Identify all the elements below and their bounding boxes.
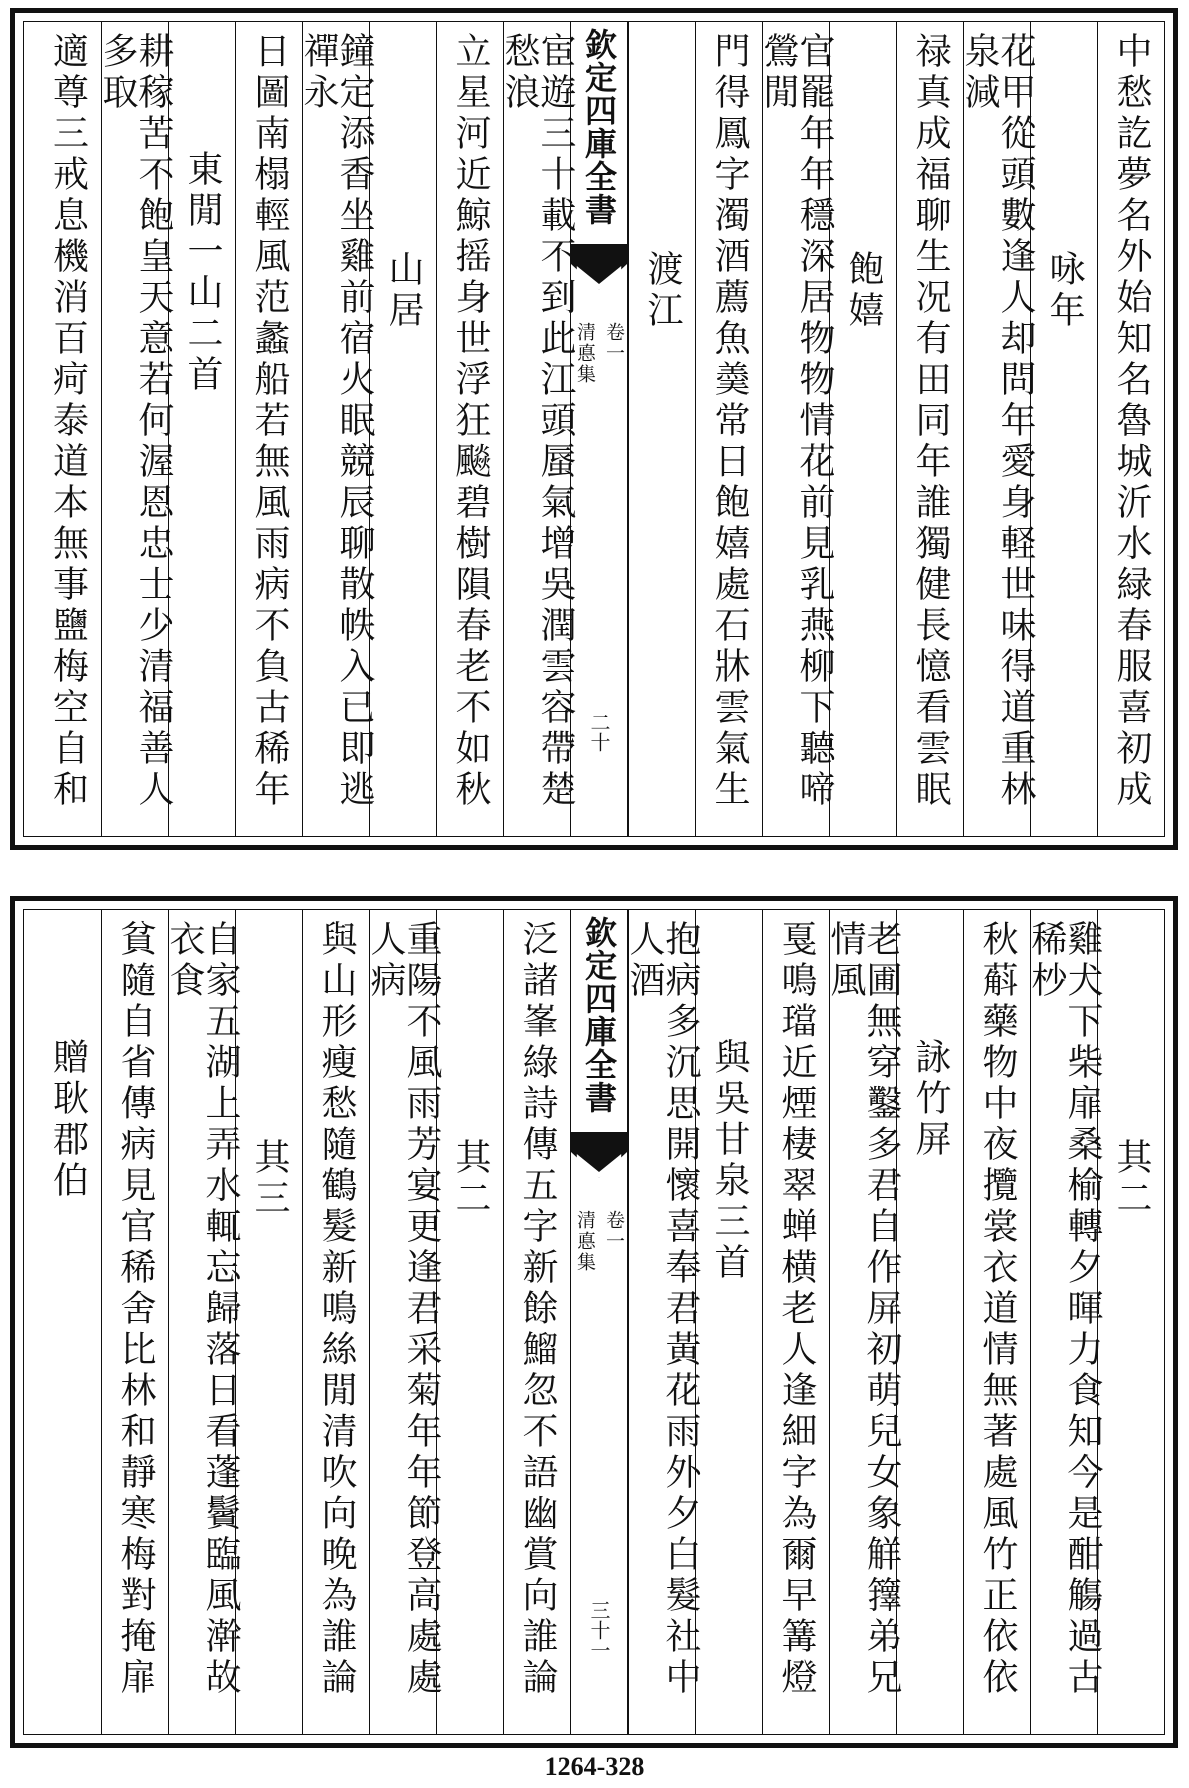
column-text: 其二 — [1111, 1138, 1152, 1220]
text-column — [896, 22, 963, 836]
page-number: 1264-328 — [544, 1752, 645, 1781]
column-text: 適尊三戒息機消百疴泰道本無事鹽梅空自和 — [47, 32, 89, 811]
text-column — [164, 910, 241, 1734]
text-column — [829, 22, 896, 836]
text-column — [963, 910, 1030, 1734]
column-text: 自家五湖上弄水輒忘歸落日看蓬鬢臨風澣故衣食 — [164, 920, 241, 1699]
column-text: 老圃無穿鑿多君自作屏初萌兒女象觧籜弟兄情風 — [825, 920, 902, 1699]
text-column — [235, 910, 302, 1734]
column-text: 雞犬下柴扉桑榆轉夕暉力食知今是酣觴過古稀杪 — [1026, 920, 1103, 1699]
text-column — [34, 22, 101, 836]
text-column — [695, 910, 762, 1734]
column-text: 日圖南榻輕風范蠡船若無風雨病不負古稀年 — [249, 32, 290, 811]
text-column — [369, 22, 436, 836]
column-text: 門得鳳字濁酒薦魚羮常日飽嬉處石牀雲氣生 — [709, 32, 750, 811]
library-title: 欽定四庫全書 — [580, 916, 618, 1114]
column-text: 宦遊三十載不到此江頭蜃氣增吳潤雲容帶楚愁浪 — [499, 32, 576, 811]
text-column — [628, 22, 695, 836]
text-column — [365, 910, 442, 1734]
column-text: 抱病多沉思開懷喜奉君黃花雨外夕白髮社中人酒 — [624, 920, 701, 1699]
column-text: 貧隨自省傳病見官稀舍比林和靜寒梅對掩扉 — [115, 920, 156, 1699]
text-column — [168, 22, 235, 836]
top-page-frame — [23, 21, 1165, 837]
collection-title: 清悳集 — [574, 322, 596, 385]
text-column — [34, 910, 101, 1734]
text-column — [624, 910, 701, 1734]
leaf-number: 二十 — [587, 712, 611, 752]
column-text: 山居 — [383, 250, 424, 332]
text-column — [758, 22, 835, 836]
collection-title: 清悳集 — [574, 1210, 596, 1273]
column-text: 戛鳴璫近煙棲翠蝉横老人逢細字為爾早篝燈 — [776, 920, 817, 1699]
text-column — [762, 910, 829, 1734]
fish-tail-mark-icon — [571, 1132, 627, 1178]
column-text: 花甲從頭數逢人却問年愛身軽世味得道重林泉減 — [959, 32, 1036, 811]
fish-tail-mark-icon — [571, 244, 627, 290]
column-text: 其二 — [450, 1138, 491, 1220]
center-banner — [570, 910, 628, 1734]
column-text: 渡江 — [642, 250, 683, 332]
top-page — [10, 8, 1178, 850]
column-text: 詠竹屏 — [910, 1038, 951, 1161]
column-text: 重陽不風雨芳宴更逢君采菊年年節登高處處人病 — [365, 920, 442, 1699]
text-column — [235, 22, 302, 836]
text-column — [959, 22, 1036, 836]
column-text: 飽嬉 — [843, 250, 884, 332]
text-column — [436, 22, 503, 836]
text-column — [101, 910, 168, 1734]
column-text: 官罷年年穩深居物物情花前見乳燕柳下聽啼鶯閒 — [758, 32, 835, 811]
column-text: 中愁訖夢名外始知名魯城沂水緑春服喜初成 — [1111, 32, 1152, 811]
column-text: 贈耿郡伯 — [47, 1038, 89, 1202]
column-text: 與吳甘泉三首 — [709, 1038, 750, 1284]
text-column — [436, 910, 503, 1734]
text-column — [499, 22, 576, 836]
library-title: 欽定四庫全書 — [580, 28, 618, 226]
text-column — [1026, 910, 1103, 1734]
column-text: 其三 — [249, 1138, 290, 1220]
center-banner — [570, 22, 628, 836]
text-column — [97, 22, 174, 836]
column-text: 泛諸峯綠詩傳五字新餘鰡忽不語幽賞向誰論 — [517, 920, 558, 1699]
column-text: 咏年 — [1044, 250, 1085, 332]
text-column — [896, 910, 963, 1734]
column-text: 立星河近鯨摇身世浮狂飈碧樹隕春老不如秋 — [450, 32, 491, 811]
volume-label: 卷一 — [603, 322, 625, 364]
text-column — [1097, 910, 1164, 1734]
text-column — [302, 910, 369, 1734]
bottom-page — [10, 896, 1178, 1748]
bottom-page-frame — [23, 909, 1165, 1735]
text-column — [825, 910, 902, 1734]
text-column — [1097, 22, 1164, 836]
text-column — [503, 910, 570, 1734]
column-text: 禄真成福聊生况有田同年誰獨健長憶看雲眠 — [910, 32, 951, 811]
bottom-page-columns — [24, 910, 1164, 1734]
column-text: 東閒一山二首 — [182, 150, 223, 396]
top-page-columns — [24, 22, 1164, 836]
column-text: 與山形瘦愁隨鶴髮新鳴絲閒清吹向晚為誰論 — [316, 920, 357, 1699]
leaf-number: 三十一 — [587, 1600, 611, 1660]
column-text: 鐘定添香坐雞前宿火眠競辰聊散帙入已即逃禪永 — [298, 32, 375, 811]
column-text: 耕稼苦不飽皇天意若何渥恩忠士少清福善人多取 — [97, 32, 174, 811]
text-column — [695, 22, 762, 836]
column-text: 秋蔛藥物中夜攬裳衣道情無著處風竹正依依 — [977, 920, 1018, 1699]
volume-label: 卷一 — [603, 1210, 625, 1252]
text-column — [1030, 22, 1097, 836]
text-column — [298, 22, 375, 836]
